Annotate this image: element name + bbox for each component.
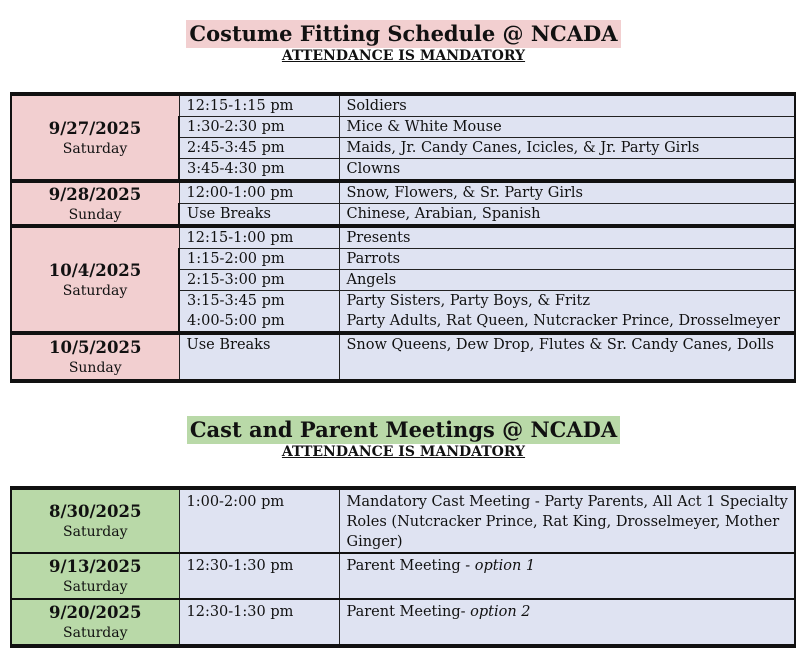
date-label: 9/13/2025 — [49, 557, 142, 576]
group-cell — [339, 291, 795, 334]
day-label: Sunday — [68, 360, 122, 376]
time-cell: 2:45-3:45 pm — [179, 138, 339, 159]
time-cell: 12:30-1:30 pm — [179, 553, 339, 599]
time-cell: 12:30-1:30 pm — [179, 599, 339, 646]
group-cell: Parrots — [339, 249, 795, 270]
time-cell: 1:00-2:00 pm — [179, 488, 339, 553]
time-text: 4:00-5:00 pm — [187, 313, 285, 329]
meeting-text: Parent Meeting- — [346, 604, 471, 620]
time-text: 3:15-3:45 pm — [187, 293, 285, 309]
day-label: Saturday — [63, 524, 128, 540]
day-label: Sunday — [68, 206, 122, 223]
date-label: 9/27/2025 — [48, 118, 142, 138]
date-cell — [11, 181, 179, 226]
costume-title: Costume Fitting Schedule @ NCADA — [186, 20, 620, 48]
meeting-cell: Mandatory Cast Meeting - Party Parents, All Act 1 Specialty Roles (Nutcracker Prince, Rat King, Drosselmeyer, Mother Ginger) — [339, 488, 795, 553]
date-label: 9/28/2025 — [48, 184, 142, 204]
time-cell: 1:15-2:00 pm — [179, 249, 339, 270]
meetings-header — [0, 416, 807, 460]
costume-subtitle: ATTENDANCE IS MANDATORY — [281, 48, 526, 64]
time-cell: 12:15-1:15 pm — [179, 94, 339, 117]
date-label: 9/20/2025 — [49, 603, 142, 622]
time-cell: 3:45-4:30 pm — [179, 159, 339, 182]
time-cell: Use Breaks — [179, 333, 339, 381]
day-label: Saturday — [63, 625, 128, 641]
time-cell: Use Breaks — [179, 204, 339, 227]
date-label: 10/5/2025 — [49, 338, 142, 357]
table-row — [11, 181, 795, 204]
table-row — [11, 226, 795, 249]
group-cell: Snow Queens, Dew Drop, Flutes & Sr. Candy Canes, Dolls — [339, 333, 795, 381]
date-label: 10/4/2025 — [48, 260, 142, 280]
table-row — [11, 488, 795, 553]
group-cell: Clowns — [339, 159, 795, 182]
meetings-subtitle: ATTENDANCE IS MANDATORY — [281, 444, 526, 460]
meetings-title: Cast and Parent Meetings @ NCADA — [187, 416, 620, 444]
group-cell: Presents — [339, 226, 795, 249]
group-cell: Maids, Jr. Candy Canes, Icicles, & Jr. Party Girls — [339, 138, 795, 159]
date-cell — [11, 553, 179, 599]
time-cell: 1:30-2:30 pm — [179, 117, 339, 138]
meeting-cell — [339, 599, 795, 646]
day-label: Saturday — [62, 282, 128, 299]
meeting-cell — [339, 553, 795, 599]
time-cell — [179, 291, 339, 334]
table-row — [11, 599, 795, 646]
group-cell: Snow, Flowers, & Sr. Party Girls — [339, 181, 795, 204]
option-label: option 2 — [470, 604, 531, 620]
day-label: Saturday — [62, 140, 128, 157]
date-cell — [11, 488, 179, 553]
group-cell: Mice & White Mouse — [339, 117, 795, 138]
group-cell: Chinese, Arabian, Spanish — [339, 204, 795, 227]
date-label: 8/30/2025 — [49, 502, 142, 521]
time-cell: 2:15-3:00 pm — [179, 270, 339, 291]
table-row — [11, 94, 795, 117]
meeting-text: Parent Meeting - — [346, 558, 475, 574]
meetings-table — [10, 486, 796, 648]
group-text: Party Sisters, Party Boys, & Fritz — [346, 293, 590, 309]
option-label: option 1 — [474, 558, 536, 574]
table-row — [11, 333, 795, 381]
date-cell — [11, 599, 179, 646]
time-cell: 12:15-1:00 pm — [179, 226, 339, 249]
group-text: Party Adults, Rat Queen, Nutcracker Prince, Drosselmeyer — [346, 313, 780, 329]
costume-header — [0, 20, 807, 64]
group-cell: Soldiers — [339, 94, 795, 117]
date-cell — [11, 226, 179, 333]
time-cell: 12:00-1:00 pm — [179, 181, 339, 204]
date-cell — [11, 94, 179, 181]
costume-schedule-table — [10, 92, 796, 383]
group-cell: Angels — [339, 270, 795, 291]
table-row — [11, 553, 795, 599]
day-label: Saturday — [63, 579, 128, 595]
date-cell — [11, 333, 179, 381]
